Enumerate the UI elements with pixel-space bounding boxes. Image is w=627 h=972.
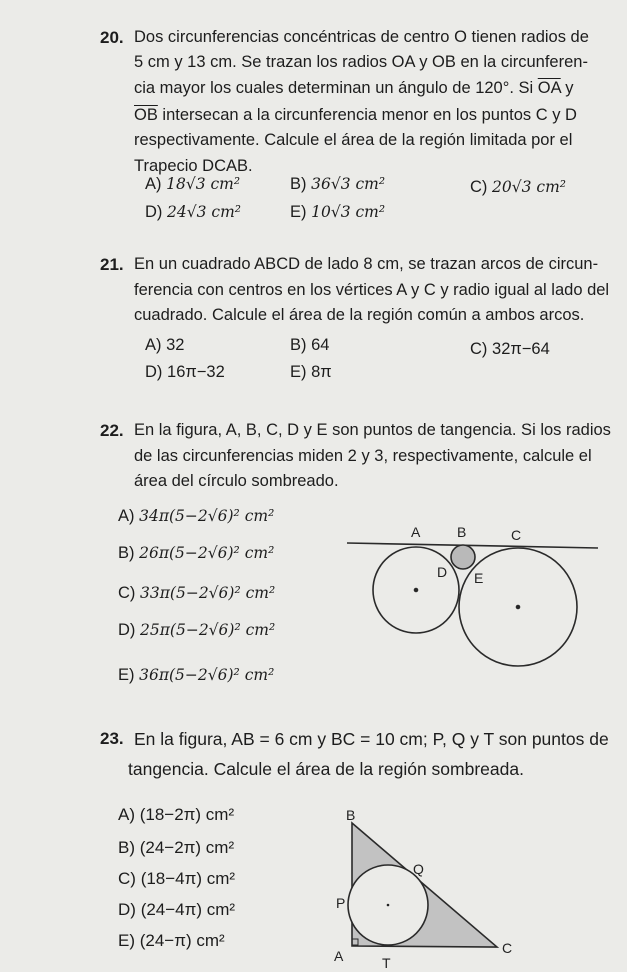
problem-number: 21. — [100, 255, 124, 274]
option-letter: E) — [118, 931, 135, 950]
option-letter: A) — [118, 805, 135, 824]
option-value: 8π — [311, 363, 332, 381]
option-value: 18√3 cm² — [166, 175, 241, 193]
option-letter: A) — [145, 175, 162, 193]
label-c: C — [511, 527, 522, 543]
option-letter: D) — [145, 363, 163, 381]
option-value: (24−2π) cm² — [139, 838, 235, 857]
option-letter: A) — [118, 507, 135, 525]
option-letter: B) — [118, 838, 135, 857]
option-letter: C) — [118, 584, 136, 602]
text-segment: y — [560, 79, 574, 97]
segment-ob: $\overline{OB}$ — [134, 106, 158, 124]
problem-text-line: cuadrado. Calcule el área de la región común a ambos arcos. — [134, 306, 585, 324]
option-letter: E) — [118, 666, 135, 684]
option-value: 32π−64 — [492, 340, 550, 358]
label-e: E — [474, 570, 484, 586]
label-c: C — [502, 940, 513, 956]
problem-text-line: área del círculo sombreado. — [134, 472, 339, 490]
option-value: 34π(5−2√6)² cm² — [139, 507, 275, 525]
center-dot — [387, 904, 390, 907]
option-letter: D) — [118, 900, 136, 919]
problem-number: 20. — [100, 28, 124, 47]
figure-22 — [347, 543, 598, 666]
option-letter: E) — [290, 203, 307, 221]
segment-oa: $\overline{OA}$ — [537, 79, 561, 97]
problem-text-line: En un cuadrado ABCD de lado 8 cm, se trazan arcos de circun- — [134, 255, 599, 273]
problem-text-line: de las circunferencias miden 2 y 3, respectivamente, calcule el — [134, 447, 592, 465]
problem-text-line: Dos circunferencias concéntricas de centro O tienen radios de — [134, 28, 589, 46]
option-letter: B) — [118, 544, 135, 562]
problem-text-line: tangencia. Calcule el área de la región sombreada. — [128, 759, 524, 779]
figure-23 — [348, 823, 497, 947]
text-segment: cia mayor los cuales determinan un ángulo de 120°. Si — [134, 79, 538, 97]
problem-text-line: En la figura, A, B, C, D y E son puntos de tangencia. Si los radios — [134, 421, 611, 439]
option-letter: C) — [470, 340, 488, 358]
option-value: (24−π) cm² — [139, 931, 225, 950]
problem-text-line: 5 cm y 13 cm. Se trazan los radios OA y OB en la circunferen- — [134, 53, 588, 71]
problem-text-line: respectivamente. Calcule el área de la región limitada por el — [134, 131, 573, 149]
center-dot — [517, 606, 520, 609]
option-letter: B) — [290, 336, 307, 354]
option-value: 20√3 cm² — [492, 178, 566, 196]
label-b: B — [346, 807, 356, 823]
option-value: 16π−32 — [167, 363, 225, 381]
label-p: P — [336, 895, 346, 911]
problem-text-line: En la figura, AB = 6 cm y BC = 10 cm; P, Q y T son puntos de — [134, 729, 609, 749]
option-value: 25π(5−2√6)² cm² — [140, 621, 276, 639]
label-d: D — [437, 564, 448, 580]
option-value: 32 — [166, 336, 185, 354]
shaded-circle — [451, 545, 475, 569]
problem-number: 22. — [100, 421, 124, 440]
option-value: 36π(5−2√6)² cm² — [139, 666, 275, 684]
option-letter: B) — [290, 175, 307, 193]
option-value: (18−4π) cm² — [140, 869, 236, 888]
option-value: 36√3 cm² — [311, 175, 386, 193]
option-value: (18−2π) cm² — [139, 805, 235, 824]
option-letter: A) — [145, 336, 162, 354]
option-letter: D) — [118, 621, 136, 639]
problem-text-line: ferencia con centros en los vértices A y C y radio igual al lado del — [134, 281, 610, 299]
option-letter: C) — [470, 178, 488, 196]
option-value: 10√3 cm² — [311, 203, 386, 221]
option-value: 64 — [311, 336, 330, 354]
center-dot — [415, 589, 418, 592]
problem-text-line: Trapecio DCAB. — [134, 157, 253, 175]
label-t: T — [382, 955, 391, 971]
option-value: 24√3 cm² — [167, 203, 241, 221]
option-value: 26π(5−2√6)² cm² — [139, 544, 275, 562]
label-b: B — [457, 524, 467, 540]
option-letter: E) — [290, 363, 307, 381]
label-a: A — [411, 524, 421, 540]
label-q: Q — [413, 861, 424, 877]
tangent-line — [347, 543, 598, 548]
option-letter: C) — [118, 869, 136, 888]
option-value: (24−4π) cm² — [140, 900, 236, 919]
text-segment: intersecan a la circunferencia menor en los puntos C y D — [157, 106, 577, 124]
label-a: A — [334, 948, 344, 964]
option-value: 33π(5−2√6)² cm² — [140, 584, 276, 602]
problem-number: 23. — [100, 729, 124, 748]
option-letter: D) — [145, 203, 163, 221]
